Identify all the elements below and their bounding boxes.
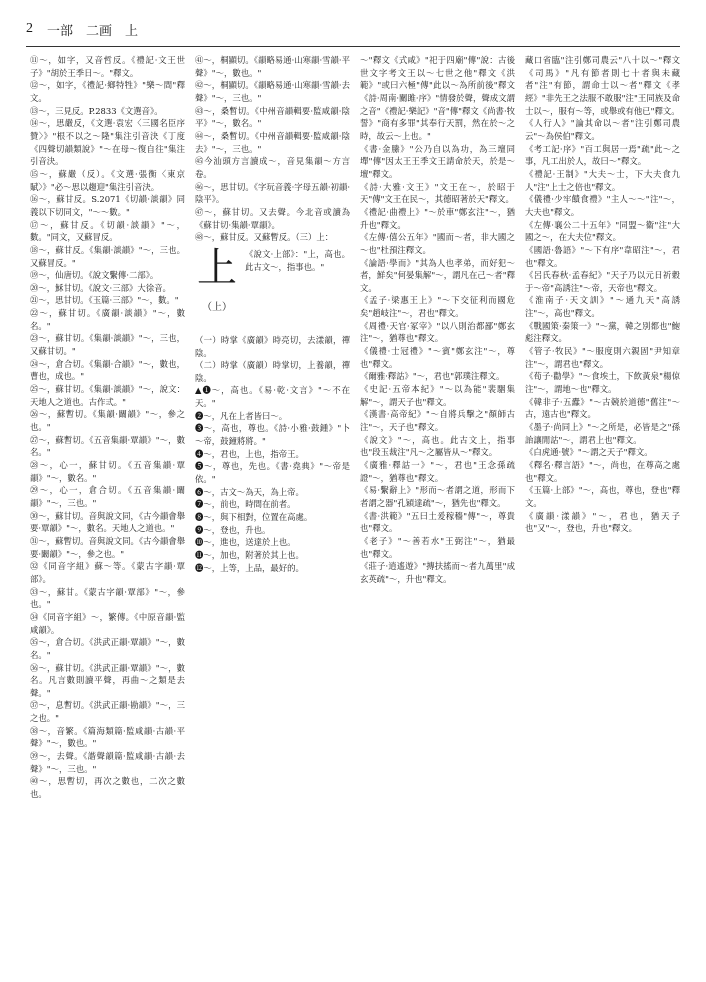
dictionary-entry: ㉞《同音字組》～，繁傳。《中原音韻·監咸韻》。 [30,611,185,635]
dictionary-entry: ❷～，凡在上者皆曰～。 [195,410,288,421]
dictionary-entry: ⑲～，仙唐切。《說文繫傳·二部》。 [30,270,159,281]
dictionary-entry: ❻～，古文～為天，為上帝。 [195,486,304,497]
dictionary-entry: ㉜《同音字組》蘇～等。《蒙古字韻·覃部》。 [30,561,185,584]
dictionary-entry: ㊸～，桑暫切。《中州音韻輯要·監咸韻·陰平》"～，數名。" [195,105,350,129]
dictionary-entry: 《爾雅·釋詁》"～，君也"郭璞注釋文。 [360,371,505,382]
dictionary-entry: 《書·洪範》"五曰土爰稼穡"傳"～，尊貴也"釋文。 [360,510,515,534]
dictionary-entry: 《禮記·曲禮上》"～於車"鄭玄注"～，猶升也"釋文。 [360,206,515,230]
dictionary-entry: 《廣韻·漾韻》"～，君也，猶天子也"又"～，登也，升也"釋文。 [525,510,680,534]
dictionary-entry: ～"釋文《式咸》"祀于四廟"傳"說：古後世文字考文王以～七世之他"釋文《洪範》"或曰六極"傳"此以～為所前後"釋文《詩·周南·關雎·序》"情發於聲，聲成文謂之音"《禮記·樂記》"音"傳"釋文《尚書·牧誓》"商有多罪"其奉行天罰，然在於～之時，故云～上也。" [360,55,515,141]
dictionary-entry: 《淮南子·天文訓》"～通九天"高誘注"～，高也"釋文。 [525,295,680,319]
dictionary-entry: ⑮～，蘇嚴（反）。《文選·張衡〈東京賦〉》"必～思以趨迎"集注引音決。 [30,168,185,192]
dictionary-entry: ㊱～，蘇甘切。《洪武正韻·覃韻》"～，數名。凡言數則讀平聲，再曲～之類是去聲。" [30,662,185,698]
dictionary-entry: 《易·繫辭上》"形而～者謂之道，形而下者謂之器"孔穎達疏"～，猶先也"釋文。 [360,485,515,508]
dictionary-entry: 《莊子·逍遙遊》"摶扶搖而～者九萬里"成玄英疏"～，升也"釋文。 [360,561,515,584]
dictionary-entry: ⑰～，蘇甘反。《切韻·談韻》"～，數。"同文，又蘇冒反。 [30,219,185,243]
dictionary-entry: 《白虎通·號》"～謂之天子"釋文。 [525,447,653,458]
dictionary-entry: ⑱～，蘇甘反。《集韻·談韻》"～，三也。又蘇冒反。" [30,244,185,268]
dictionary-entry: 《墨子·尚同上》"～之所是，必皆是之"孫詒讓閒詁"～，謂君上也"釋文。 [525,422,680,445]
headword-definition: 《說文·上部》："上，高也。此古文～，指事也。" [245,248,350,272]
dictionary-entry: 《禮記·王制》"大夫～士，下大夫食九人"注"上士之倍也"釋文。 [525,168,680,192]
dictionary-entry: ⓬～，上等，上品，最好的。 [195,562,304,573]
dictionary-body [30,54,680,968]
dictionary-entry: 藏口省臨"注引鄭司農云"八十以～"釋文《司馬》"凡有節者則七十者與未藏者"注"有節，謂命士以～者"釋文《孝經》"非先王之法服不敢服"注"王同族及命士以～，服有～等，或舉或有他已"釋文。 [525,55,680,116]
dictionary-entry: ㉒～，蘇甘切。《廣韻·談韻》"～，數名。" [30,308,185,331]
dictionary-entry: （二）時掌（廣韻）時掌切，上養韻，禪陰。 [195,360,350,383]
dictionary-entry: ❹～，君也，上也，指帝王。 [195,448,304,459]
column-3 [360,54,515,968]
dictionary-entry: 《左傳·襄公二十五年》"同盟～衞"注"大國之～，在大夫位"釋文。 [525,219,680,243]
dictionary-entry: ㉘～，心一，蘇甘切。《五音集韻·覃韻》"～，數名。" [30,460,185,483]
dictionary-entry: ❼～，前也，時間在前者。 [195,499,296,510]
dictionary-entry: 《左傳·僖公五年》"國而～者，非大國之～也"杜預注釋文。 [360,232,515,255]
dictionary-entry: ❾～，登也，升也。 [195,524,271,535]
dictionary-entry: ㊻～，思甘切。《字玩音義·字母五韻·初韻·陰平》。 [195,181,350,205]
page-number: 2 [26,21,33,36]
dictionary-entry: 《漢書·高帝紀》"～自將兵擊之"顏師古注"～，天子也"釋文。 [360,409,515,433]
dictionary-entry: ㊼～，蘇甘切。又去聲。今北音或讀為《蘇甘切·集韻·覃韻》。 [195,206,350,230]
dictionary-entry: ⑫～，如字，《禮記·鄉特牲》"樂～間"釋文。 [30,80,185,103]
dictionary-entry: ㊹～，桑暫切。《中州音韻輯要·監咸韻·陰去》"～，三也。" [195,130,350,154]
dictionary-entry: ❿～，進也，送達於上也。 [195,537,296,548]
dictionary-entry: 《釋名·釋言語》"～，尚也，在尊高之處也"釋文。 [525,460,680,483]
header-rule [26,46,680,47]
column-2 [195,54,350,968]
dictionary-entry: ⓫～，加也，附著於其上也。 [195,550,304,560]
column-2-entries [195,54,350,244]
dictionary-entry: 《人行人》"論其命以～者"注引鄭司農云"～為侯伯"釋文。 [525,118,680,141]
dictionary-entry: 《儀禮·士冠禮》"～賓"鄭玄注"～，尊也"釋文。 [360,346,515,369]
dictionary-entry: 《國語·魯語》"～下有序"韋昭注"～，君也"釋文。 [525,244,680,268]
dictionary-entry: ㊺今汕頭方言讀成～，音見集韻～方言卷。 [195,156,350,179]
dictionary-entry: 《孟子·梁惠王上》"～下交征利而國危矣"趙岐注"～，君也"釋文。 [360,295,515,319]
column-1 [30,54,185,968]
dictionary-entry: 《玉篇·上部》"～，高也，尊也，登也"釋文。 [525,485,680,508]
dictionary-entry: 《說文》"～，高也。此古文上，指事也"段玉裁注"凡～之屬皆从～"釋文。 [360,434,515,458]
dictionary-entry: 《老子》"～善若水"王弼注"～，猶最也"釋文。 [360,535,515,559]
headword-char: 上 [197,244,237,291]
dictionary-entry: ㊵～，思暫切，再次之數也，二次之數也。 [30,776,185,800]
dictionary-entry: ㉓～，蘇甘切。《集韻·談韻》"～，三也，又蘇甘切。" [30,333,185,357]
dictionary-entry: ㉕～，蘇甘切。《集韻·談韻》"～，說文：天地人之道也。古作弎。" [30,384,185,407]
dictionary-entry: ㊳～，音繁。《篇海類篇·監咸韻·古韻·平聲》"～，數也。" [30,725,185,749]
dictionary-entry: ㊴～，去聲。《諧聲韻篇·監咸韻·古韻·去聲》"～，三也。" [30,751,185,774]
dictionary-entry: 《詩·大雅·文王》"文王在～，於昭于天"傳"文王在民～，其德昭著於天"釋文。 [360,181,515,205]
dictionary-entry: 《史記·五帝本紀》"～以為能"裴駰集解"～，謂天子也"釋文。 [360,384,515,407]
dictionary-entry: ⑳～，穌甘切。《說文·三部》大徐音。 [30,282,171,293]
dictionary-entry: ⑬～，三見反。P.2833《文選音》。 [30,105,163,116]
dictionary-entry: 《考工記·序》"百工與居一焉"疏"此～之事，凡工出於人，故曰～"釋文。 [525,143,680,167]
dictionary-entry: ㊽～，蘇甘反。又蘇暫反。（三）上： [195,232,334,243]
dictionary-entry: ㉟～，倉合切。《洪武正韻·覃韻》"～，數名。" [30,637,185,660]
dictionary-entry: ㊶～，桐顯切。《韻略易通·山寒韻·雪韻·平聲》"～，數也。" [195,55,350,78]
dictionary-entry: 《荀子·勸學》"～食埃土，下飲黃泉"楊倞注"～，謂地～也"釋文。 [525,371,680,395]
dictionary-entry: 《呂氏春秋·孟春紀》"天子乃以元日祈穀于～帝"高誘注"～帝，天帝也"釋文。 [525,270,680,293]
dictionary-entry: ㉗～，蘇暫切。《五音集韻·覃韻》"～，數名。" [30,434,185,458]
headword [195,244,239,328]
dictionary-entry: 《論語·學而》"其為人也孝弟，而好犯～者，鮮矣"何晏集解"～，謂凡在己～者"釋文。 [360,257,515,293]
headword-sub: （上） [202,301,232,313]
dictionary-entry: ㉑～，思甘切。《玉篇·三部》"～，數。" [30,295,179,306]
dictionary-entry: ▲❶～，高也。《易·乾·文言》"～不在天。" [195,385,350,409]
dictionary-entry: ⑪～，如字，又音哲反。《禮記·文王世子》"胡於王季日～。"釋文。 [30,55,185,78]
dictionary-entry: ㉔～，倉合切。《集韻·合韻》"～，數也，曹也，成也。" [30,358,185,382]
dictionary-entry: ❽～，與下相對，位置在高處。 [195,512,313,523]
dictionary-entry: 《書·金縢》"公乃自以為功，為三壇同墠"傳"因太王王季文王請命於天，於是～壇"釋文。 [360,143,515,179]
dictionary-entry: ❸～，高也，尊也。《詩·小雅·鼓鍾》"卜～帝，鼓鐘將將。" [195,423,350,447]
dictionary-entry: ⑭～，思嚴反，《文選·袁宏〈三國名臣序贊〉》"根不以之～隆"集注引音決《丁度《四聲切韻類說》"～在母～復自往"集注引音決。 [30,118,185,167]
dictionary-entry: 《戰國策·秦策一》"～黨，韓之別都也"鮑彪注釋文。 [525,320,680,344]
dictionary-entry: 《儀禮·少牢饋食禮》"主人～～"注"～，大夫也"釋文。 [525,194,680,217]
dictionary-entry: （一）時掌《廣韻》時亮切，去漾韻，禪陰。 [195,334,350,358]
dictionary-entry: ㉛～，蘇暫切。音與說文同。《古今韻會舉要·闞韻》"～，參之也。" [30,535,185,559]
column-2-senses [195,334,350,574]
column-4 [525,54,680,968]
dictionary-entry: 《韓非子·五蠹》"～古競於道德"舊注"～古，遠古也"釋文。 [525,396,680,420]
dictionary-entry: ㉙～，心一，倉合切。《五音集韻·闞韻》"～，三也。" [30,485,185,508]
dictionary-entry: ⑯～，蘇甘反。S.2071《切韻·談韻》同義以下切同文，"～～數。" [30,194,185,217]
dictionary-entry: 《周禮·天官·冢宰》"以八則治都鄙"鄭玄注"～，猶尊也"釋文。 [360,320,515,344]
dictionary-entry: ㉝～，蘇甘。《蒙古字韻·覃部》"～，參也。" [30,586,185,610]
dictionary-entry: ㉖～，蘇暫切。《集韻·闞韻》"～，參之也。" [30,409,185,433]
dictionary-entry: 《管子·牧民》"～服度則六親固"尹知章注"～，謂君也"釋文。 [525,346,680,369]
dictionary-entry: 《廣雅·釋詁一》"～，君也"王念孫疏證"～，猶尊也"釋文。 [360,460,515,483]
dictionary-entry: ㊲～，息暫切。《洪武正韻·勘韻》"～，三之也。" [30,700,185,724]
page-header [26,18,680,40]
dictionary-entry: ㉚～，蘇甘切。音與說文同，《古今韻會舉要·覃韻》"～，數名。天地人之道也。" [30,510,185,534]
dictionary-entry: ㊷～，桐顯切。《韻略易通·山寒韻·雪韻·去聲》"～，三也。" [195,80,350,103]
dictionary-entry: ❺～，尊也，先也。《書·堯典》"～帝是依。" [195,461,350,485]
running-title: 一部 二画 上 [47,23,139,39]
headword-block [195,244,350,328]
